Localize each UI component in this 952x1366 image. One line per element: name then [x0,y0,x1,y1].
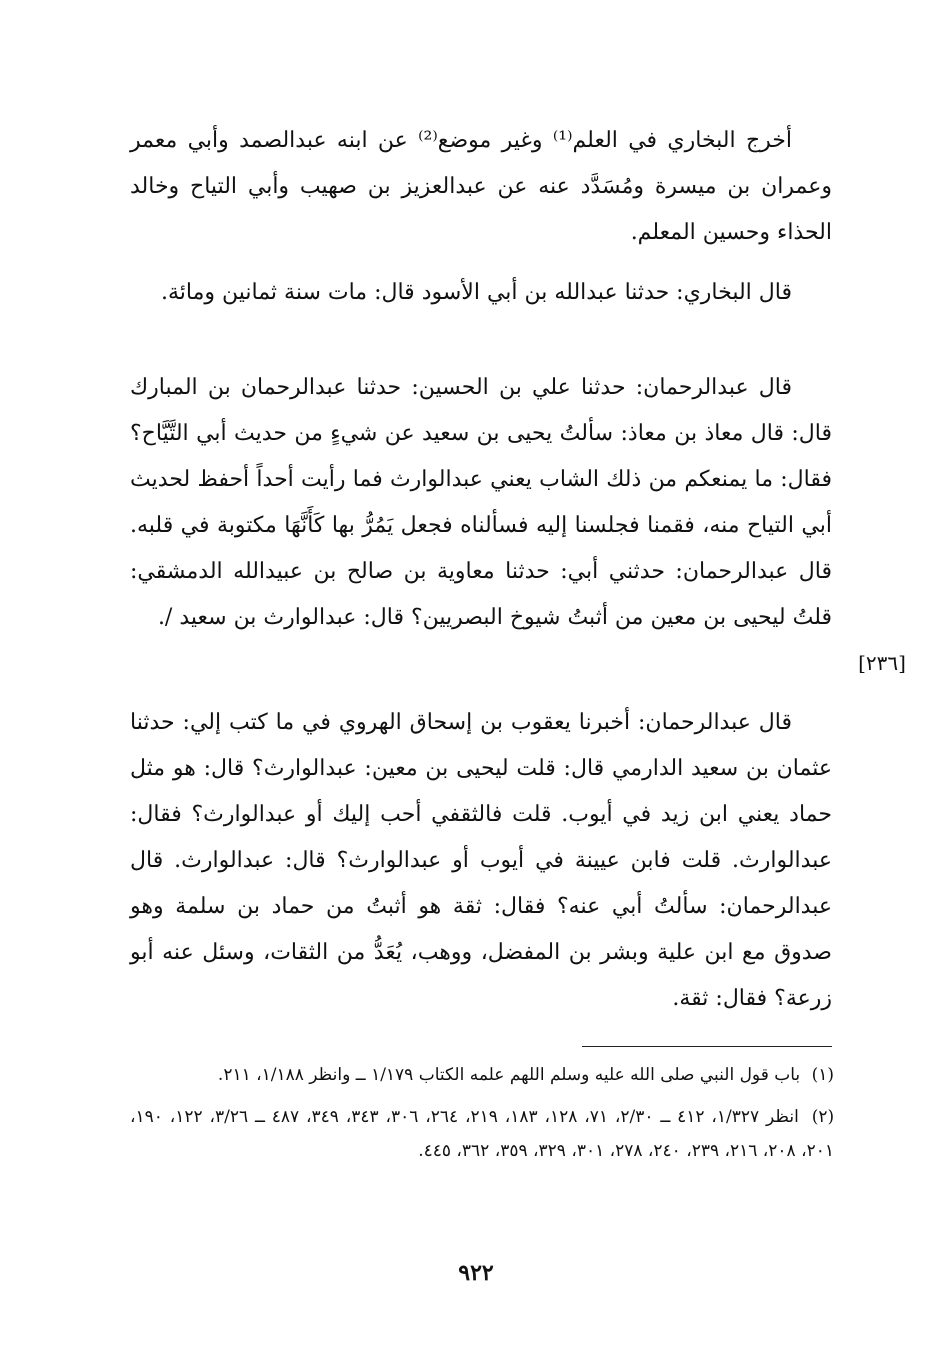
page-number: ٩٢٢ [458,1260,494,1286]
footnote-text: باب قول النبي صلى الله عليه وسلم اللهم علمه الكتاب ١/١٧٩ ــ وانظر ١/١٨٨، ٢١١. [217,1065,801,1085]
manuscript-page-reference: [٢٣٦] [858,651,906,675]
footnote-text: انظر ١/٣٢٧، ٤١٢ ــ ٢/٣٠، ٧١، ١٢٨، ١٨٣، ٢١٩، ٢٦٤، ٣٠٦، ٣٤٣، ٣٤٩، ٤٨٧ ــ ٣/٢٦، ١٢٢، ١٩٠، ٢٠١، ٢٠٨، ٢١٦، ٢٣٩، ٢٤٠، ٢٧٨، ٣٠١، ٣٢٩، ٣٥٩، ٣٦٢، ٤٤٥. [130,1107,834,1161]
footnote-2 [130,1100,834,1168]
paragraph-text: قال عبدالرحمان: حدثنا علي بن الحسين: حدثنا عبدالرحمان بن المبارك قال: قال معاذ بن معاذ: سألتُ يحيى بن سعيد عن شيءٍ من حديث أبي التَّيَّاح؟ فقال: ما يمنعكم من ذلك الشاب يعني عبدالوارث فما رأيت أحداً أحفظ لحديث أبي التياح منه، فقمنا فجلسنا إليه فسألناه فجعل يَمُرُّ بها كَأَنَّهَا مكتوبة في قلبه. قال عبدالرحمان: حدثني أبي: حدثنا معاوية بن صالح بن عبيدالله الدمشقي: قلتُ ليحيى بن معين من أثبتُ شيوخ البصريين؟ قال: عبدالوارث بن سعيد /. [130,375,832,630]
footnote-number: (٢) [811,1107,835,1127]
paragraph-bukhari-sources [130,118,832,256]
footnotes-section [130,1058,834,1176]
paragraph-abd-al-rahman-narration [130,365,832,641]
footnote-divider [582,1046,832,1047]
paragraph-death-date [130,270,832,316]
paragraph-text: قال عبدالرحمان: أخبرنا يعقوب بن إسحاق الهروي في ما كتب إلي: حدثنا عثمان بن سعيد الدارمي قال: قلت ليحيى بن معين: عبدالوارث؟ قال: هو مثل حماد يعني ابن زيد في أيوب. قلت فالثقفي أحب إليك أو عبدالوارث؟ فقال: عبدالوارث. قلت فابن عيينة في أيوب أو عبدالوارث؟ قال: عبدالوارث. قال عبدالرحمان: سألتُ أبي عنه؟ فقال: ثقة هو أثبتُ من حماد بن سلمة وهو صدوق مع ابن علية وبشر بن المفضل، ووهب، يُعَدُّ من الثقات، وسئل عنه أبو زرعة؟ فقال: ثقة. [130,710,832,1011]
paragraph-darimi-narration [130,700,832,1022]
footnote-number: (١) [811,1065,834,1085]
paragraph-text: أخرج البخاري في العلم⁽¹⁾ وغير موضع⁽²⁾ عن ابنه عبدالصمد وأبي معمر وعمران بن ميسرة ومُسَدَّد عنه عن عبدالعزيز بن صهيب وأبي التياح وخالد الحذاء وحسين المعلم. [130,128,832,245]
footnote-1 [130,1058,834,1092]
paragraph-text: قال البخاري: حدثنا عبدالله بن أبي الأسود قال: مات سنة ثمانين ومائة. [160,280,792,305]
